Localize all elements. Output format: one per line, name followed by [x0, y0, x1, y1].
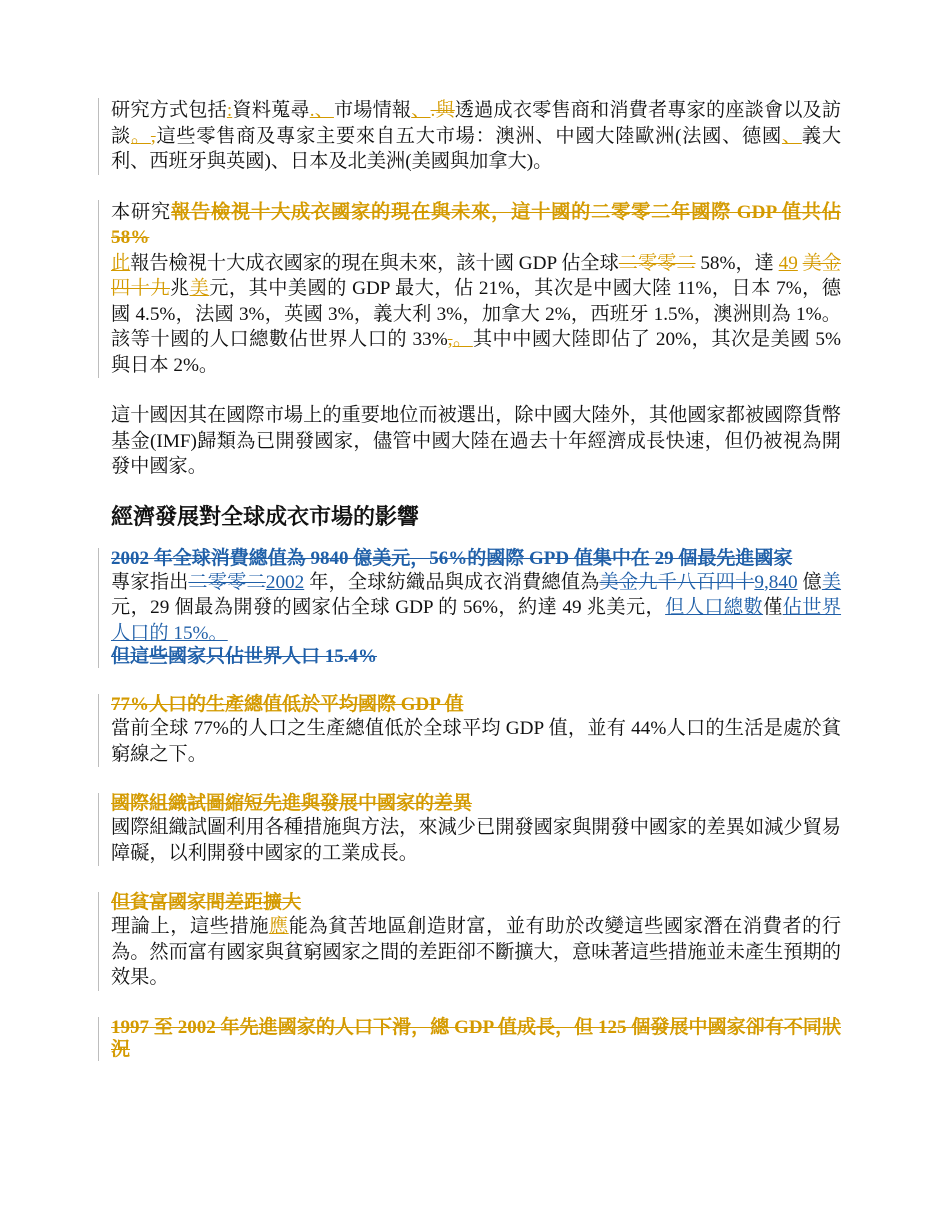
deleted-subheading: 1997 至 2002 年先進國家的人口下滑，總 GDP 值成長，但 125 個發展中國家卻有不同狀況 [111, 1016, 841, 1060]
deleted-subheading: 國際組織試圖縮短先進與發展中國家的差異 [111, 793, 473, 814]
text-run: 元，其中美國的 GDP 最大，佔 21%，其次是中國大陸 11%，日本 7%，德國 4.5%，法國 3%，英國 3%，義大利 3%，加拿大 2%，西班牙 1.5%，澳洲則為 1%。該等十國的人口總數佔世界人口的 33% [111, 278, 841, 350]
text-run: 專家指出 [111, 571, 189, 593]
paragraph-research-method [111, 98, 841, 175]
text-run: 研究方式包括 [111, 100, 227, 121]
inserted-text: 2002 [265, 571, 305, 593]
section-global-consumption [111, 548, 841, 669]
text-run: 這些零售商及專家主要來自五大市場：澳洲、中國大陸歐洲(法國、德國 [155, 125, 782, 147]
deleted-text: 美金九千八百四十 [599, 571, 755, 593]
text-run: 元，29 個最為開發的國家佔全球 GDP 的 56%，約達 49 兆美元， [111, 597, 666, 618]
inserted-text: 佔世界人口的 15%。 [111, 597, 842, 644]
section-wealth-gap [111, 892, 841, 991]
text-run: 58%，達 [700, 252, 774, 274]
text-run: 報告檢視十大成衣國家的現在與未來，該十國 GDP 佔全球 [130, 252, 619, 274]
section-population-gdp [111, 694, 841, 767]
deleted-text: 報告檢視十大成衣國家的現在與未來，這十國的二零零二年國際 GDP 值共佔 58% [111, 201, 841, 248]
text-run: 本研究 [111, 201, 172, 223]
text-run: 義大利、西班牙與英國)、日本及北美洲(美國與加拿大)。 [111, 125, 842, 172]
section-international-orgs [111, 793, 841, 866]
section-population-decline [111, 1017, 841, 1061]
text-run: 市場情報 [333, 100, 412, 121]
inserted-text: 。 [452, 329, 473, 350]
text-run: 其中中國大陸即佔了 20%，其次是美國 5% 與日本 2%。 [111, 329, 842, 376]
text-run: 年，全球紡織品與成衣消費總值為 [309, 571, 600, 593]
deleted-text: , [447, 329, 453, 350]
text-run: 能為貧苦地區創造財富，並有助於改變這些國家潛在消費者的行為。然而富有國家與貧窮國家之間的差距卻不斷擴大，意味著這些措施並未產生預期的效果。 [111, 916, 842, 988]
inserted-text: : [226, 100, 233, 121]
deleted-subheading: 77%人口的生產總值低於平均國際 GDP 值 [111, 694, 464, 715]
inserted-text: .、 [309, 100, 334, 121]
text-run: 兆 [169, 278, 190, 299]
deleted-subheading: 但這些國家只佔世界人口 15.4% [111, 646, 378, 667]
text-run: 億 [802, 571, 822, 593]
inserted-text: 。 [130, 125, 151, 147]
text-run: 國際組織試圖利用各種措施與方法，來減少已開發國家與開發中國家的差異如減少貿易障礙，以利開發中國家的工業成長。 [111, 817, 841, 864]
inserted-text: 、 [781, 125, 802, 147]
paragraph-selection-reason: 這十國因其在國際市場上的重要地位而被選出，除中國大陸外，其他國家都被國際貨幣基金(IMF)歸類為已開發國家，儘管中國大陸在過去十年經濟成長快速，但仍被視為開發中國家。 [111, 405, 841, 477]
inserted-text: 但人口總數 [665, 597, 764, 618]
inserted-text: 49 [778, 252, 798, 274]
inserted-text: ,840 [763, 571, 798, 593]
deleted-text: 二零零二 [618, 252, 696, 274]
deleted-text: 二零零二 [188, 571, 266, 593]
inserted-text: 、 [411, 100, 431, 121]
deleted-subheading: 2002 年全球消費總值為 9840 億美元，56%的國際 GPD 值集中在 29 個最先進國家 [111, 547, 793, 569]
inserted-text: 美 [821, 571, 842, 593]
document-page [111, 98, 841, 1061]
section-heading: 經濟發展對全球成衣市場的影響 [111, 503, 420, 529]
inserted-text: 美 [189, 278, 210, 299]
text-run: 當前全球 77%的人口之生產總值低於全球平均 GDP 值，並有 44%人口的生活是處於貧窮線之下。 [111, 718, 841, 765]
inserted-text: 應 [268, 916, 289, 937]
text-run: 僅 [763, 597, 783, 618]
inserted-text: 9 [754, 571, 764, 593]
text-run: 理論上，這些措施 [111, 916, 269, 937]
text-run: 透過成衣零售商和消費者專家的座談會以及訪談 [111, 100, 842, 147]
deleted-text: .與 [430, 100, 455, 121]
inserted-text: 此 [111, 252, 131, 274]
deleted-text: , [150, 125, 156, 147]
deleted-subheading: 但貧富國家間差距擴大 [111, 892, 302, 913]
deleted-text: 美金四十九 [111, 252, 842, 299]
paragraph-ten-countries [111, 200, 841, 379]
text-run: 資料蒐尋 [232, 100, 310, 121]
